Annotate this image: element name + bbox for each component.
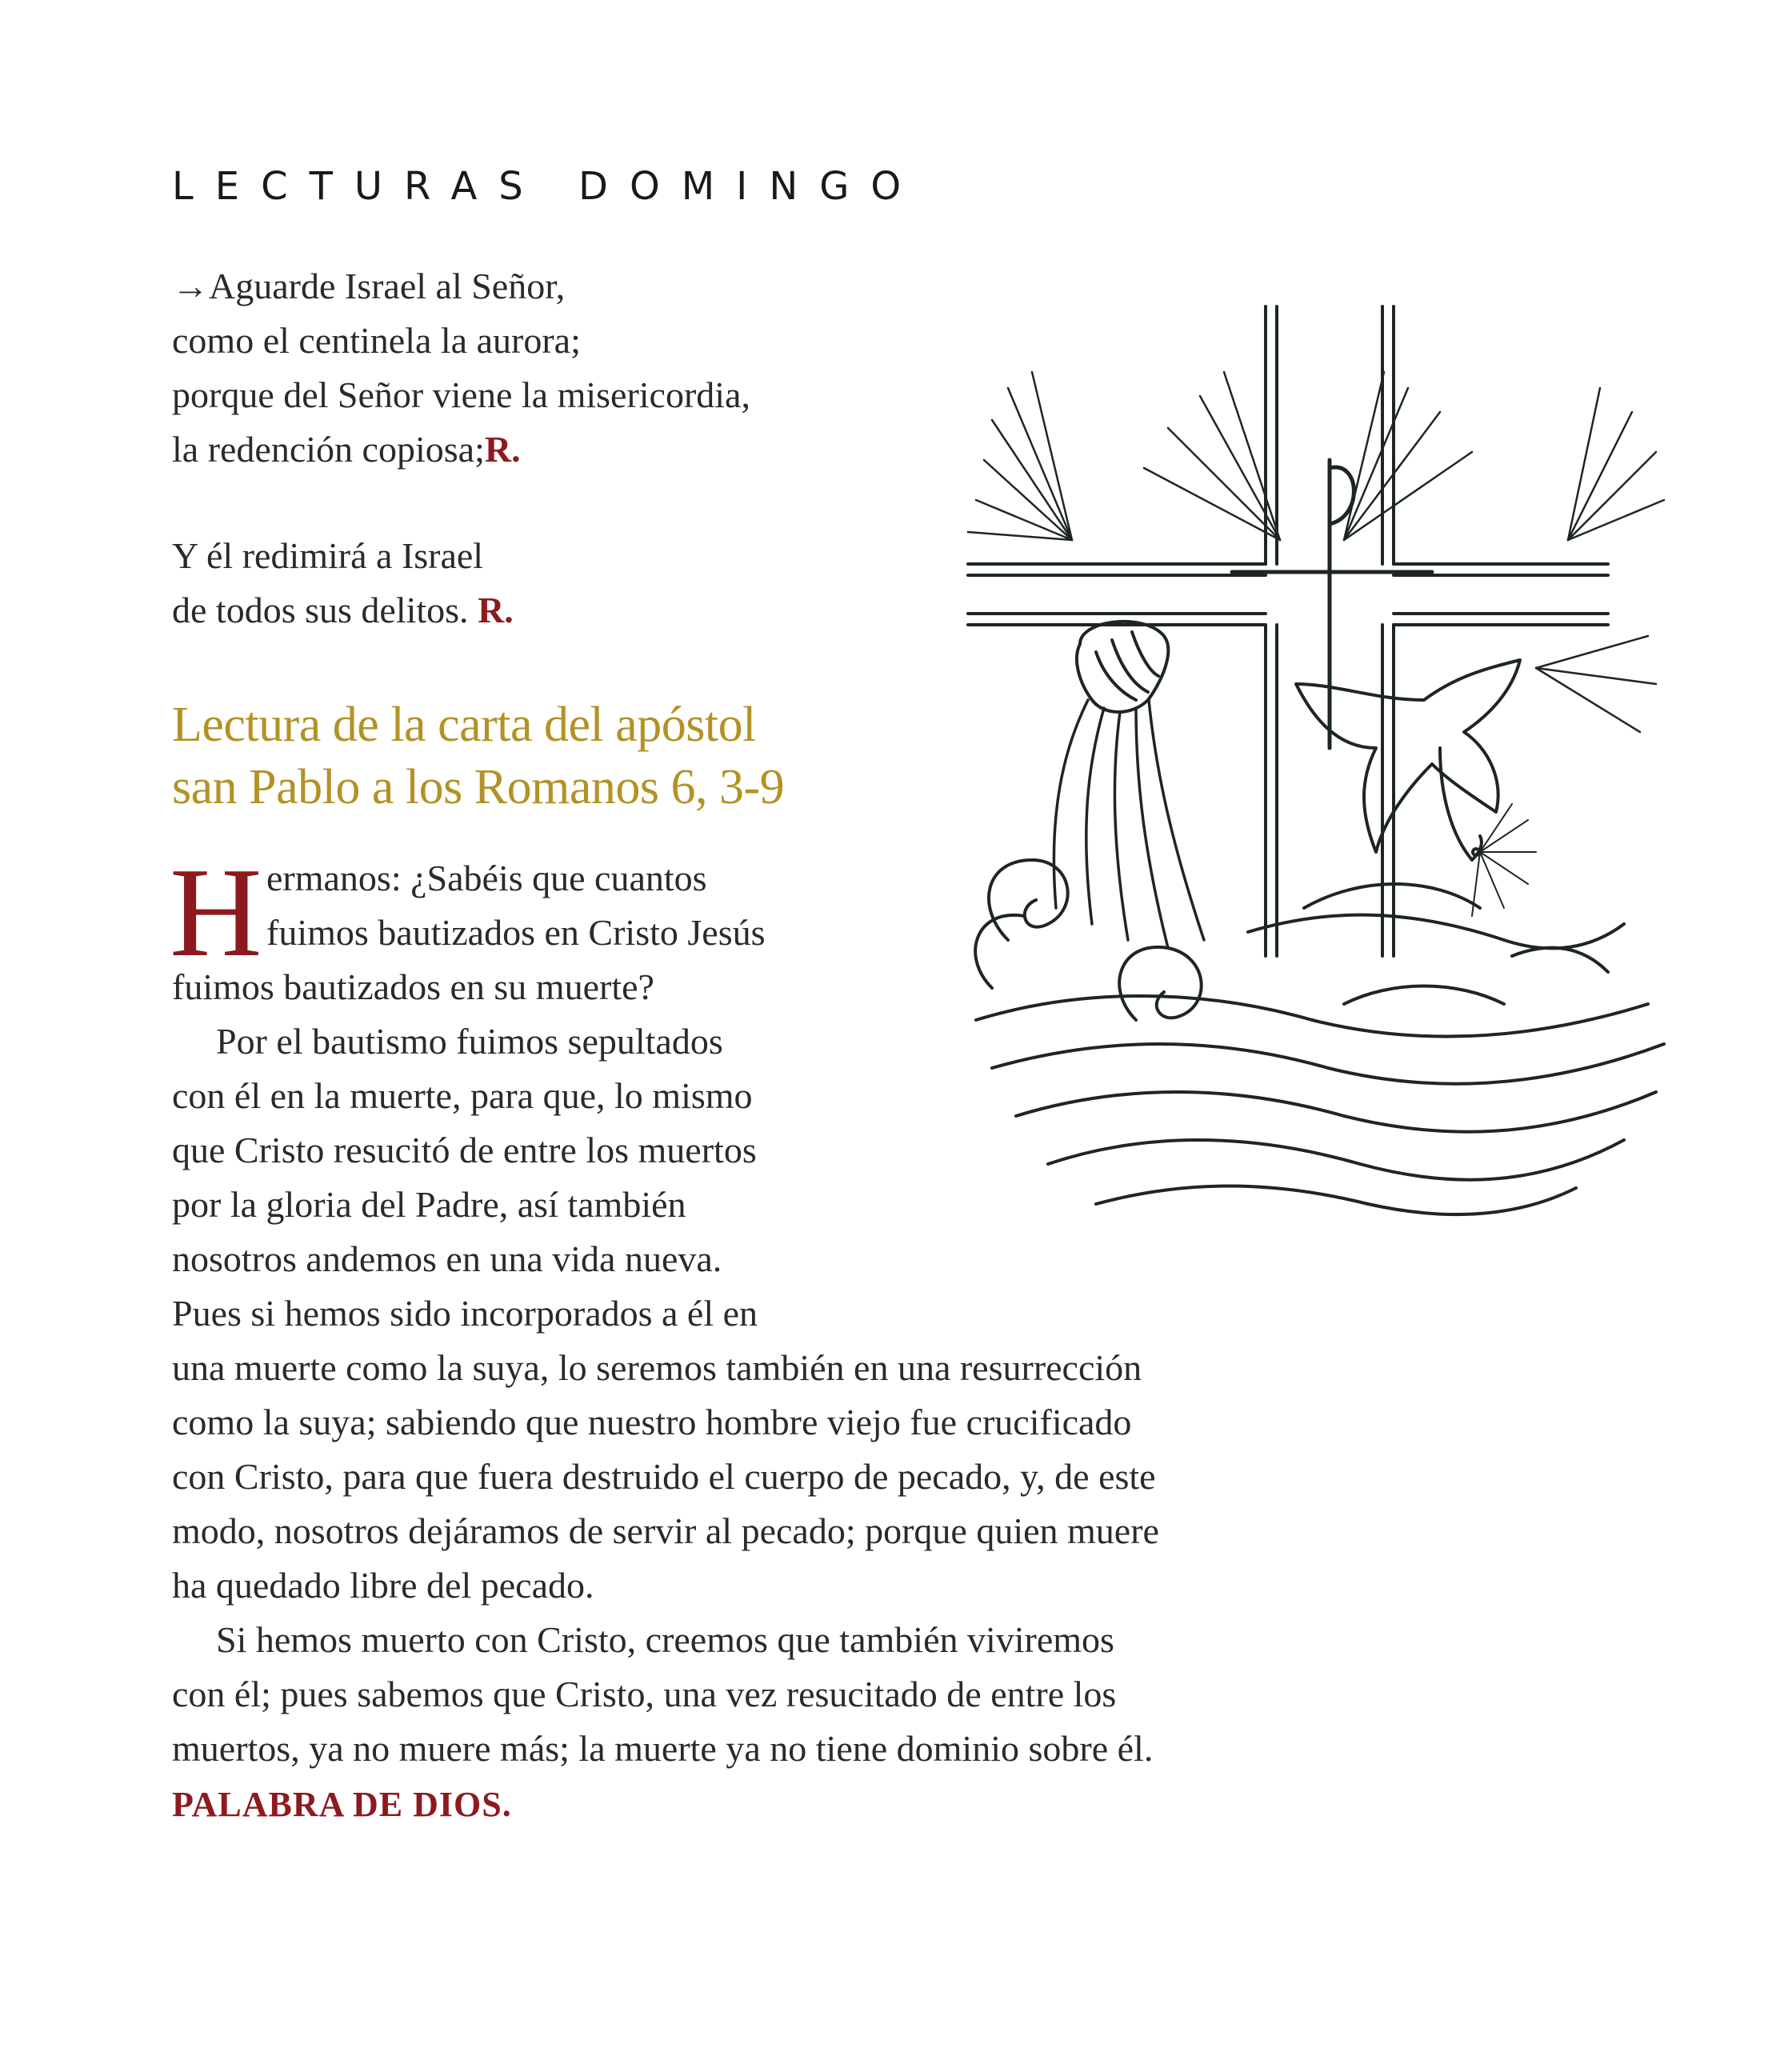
reading-line: Pues si hemos sido incorporados a él en	[172, 1293, 758, 1334]
cross	[968, 306, 1608, 956]
reading-line: ermanos: ¿Sabéis que cuantos	[266, 858, 707, 898]
reading-line: con él; pues sabemos que Cristo, una vez resucitado de entre los	[172, 1674, 1117, 1714]
reading-line: muertos, ya no muere más; la muerte ya no tiene dominio sobre él.	[172, 1728, 1154, 1769]
reading-line: fuimos bautizados en su muerte?	[172, 966, 654, 1007]
reading-line: con Cristo, para que fuera destruido el cuerpo de pecado, y, de este	[172, 1456, 1156, 1497]
chi-rho-symbol	[1232, 460, 1432, 748]
reading-line: como la suya; sabiendo que nuestro hombre viejo fue crucificado	[172, 1402, 1132, 1442]
psalm-line-text: de todos sus delitos.	[172, 590, 469, 630]
psalm-line	[172, 431, 521, 468]
closing-acclamation: PALABRA DE DIOS.	[172, 1785, 512, 1824]
reading-line: fuimos bautizados en Cristo Jesús	[266, 912, 766, 953]
reading-line: que Cristo resucitó de entre los muertos	[172, 1130, 757, 1170]
drop-cap: H	[170, 841, 262, 983]
reading-line: Si hemos muerto con Cristo, creemos que también viviremos	[216, 1619, 1114, 1660]
dove-halo	[1472, 804, 1536, 916]
reading-line: ha quedado libre del pecado.	[172, 1565, 594, 1606]
psalm-line: Y él redimirá a Israel	[172, 535, 484, 576]
response-marker: R.	[478, 590, 514, 630]
psalm-line: →Aguarde Israel al Señor,	[172, 266, 566, 306]
reading-line: una muerte como la suya, lo seremos también en una resurrección	[172, 1347, 1142, 1388]
light-rays	[968, 372, 1664, 732]
psalm-line: como el centinela la aurora;	[172, 320, 581, 361]
reading-line: con él en la muerte, para que, lo mismo	[172, 1075, 753, 1116]
psalm-line-text: la redención copiosa;	[172, 429, 485, 470]
waves	[975, 860, 1664, 1214]
water-stream	[1054, 700, 1204, 948]
page-header: LECTURAS DOMINGO	[172, 164, 923, 209]
reading-title-line-1: Lectura de la carta del apóstol	[172, 698, 756, 752]
reading-line: por la gloria del Padre, así también	[172, 1184, 686, 1225]
reading-line: nosotros andemos en una vida nueva.	[172, 1238, 722, 1279]
psalm-line	[172, 592, 514, 629]
reading-line: Por el bautismo fuimos sepultados	[216, 1021, 723, 1062]
response-marker: R.	[484, 429, 521, 470]
water-jar	[1077, 622, 1168, 712]
reading-line: modo, nosotros dejáramos de servir al pecado; porque quien muere	[172, 1510, 1159, 1551]
psalm-line: porque del Señor viene la misericordia,	[172, 374, 750, 415]
reading-title-line-2: san Pablo a los Romanos 6, 3-9	[172, 760, 785, 814]
baptism-illustration	[960, 300, 1680, 1236]
